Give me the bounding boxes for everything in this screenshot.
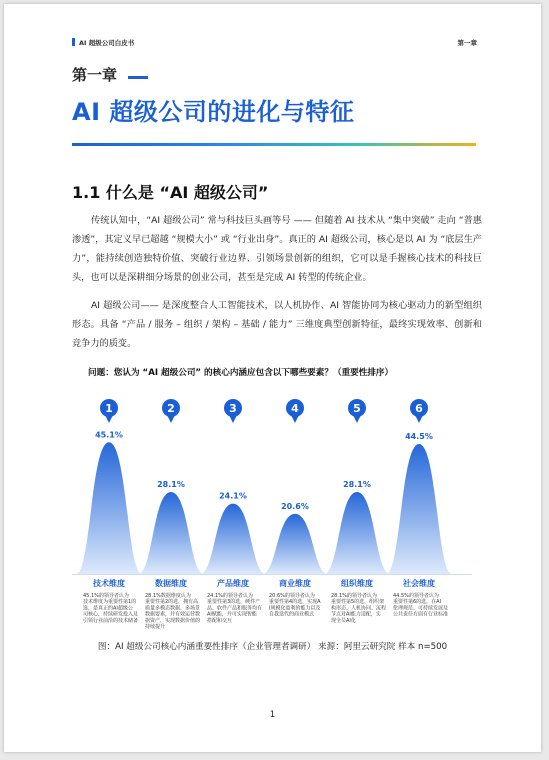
value-label: 44.5% — [405, 432, 433, 442]
bell-mark — [138, 492, 204, 574]
value-label: 45.1% — [95, 430, 123, 440]
category-label: 产品维度 — [217, 579, 249, 588]
rank-number: 5 — [353, 402, 361, 415]
section-title: 1.1 什么是 “AI 超级公司” — [72, 183, 269, 202]
bell-mark — [200, 504, 266, 574]
running-head-mark — [72, 38, 75, 46]
category-label: 商业维度 — [279, 579, 311, 588]
category-description: 28.1%的领导者认为重要性第5的选，组织架构形态、人机协同、流程节点对AI能力适配，实现全员AI化 — [331, 593, 387, 624]
body-paragraph: AI 超级公司—— 是深度整合人工智能技术，以人机协作、AI 智能协同为核心驱动力的新型组织形态。具备 “产品 / 服务 – 组织 / 架构 – 基础 / 能力” 三维度典型创新特征，最终实现效率、创新和竞争力的质变。 — [72, 300, 482, 349]
bell-mark — [76, 442, 142, 574]
category-description: 45.1%的领导者认为技术维度为重要性第1的选，是真正的AI超级公司核心，持续研发投入及引领行业前沿的技术储备 — [83, 593, 139, 624]
category-description: 44.5%的领导者认为重要性第6的选，在AI 伦理规范、可持续发展及公共责任方面有行业标准 — [393, 593, 449, 618]
bell-mark — [262, 514, 328, 574]
running-head — [72, 38, 134, 47]
bell-mark — [386, 444, 452, 574]
figure-caption: 图：AI 超级公司核心内涵重要性排序（企业管理者调研） 来源：阿里云研究院 样本 n=500 — [97, 642, 448, 652]
category-description: 24.1%的领导者认为重要性第3的选，硬件产品、软件产品和服务均有 AI赋能，并可实现智能搭配和交互 — [207, 593, 263, 624]
value-label: 28.1% — [157, 479, 185, 489]
value-label: 28.1% — [343, 479, 371, 489]
category-label: 数据维度 — [155, 579, 187, 588]
gradient-divider — [72, 143, 476, 146]
chapter-title: AI 超级公司的进化与特征 — [72, 98, 355, 126]
chapter-dash — [128, 76, 148, 79]
category-description: 28.1%数据维度认为重要性第2的选，拥有高质量多模态数据、多场景数据要素，并有效运营数据资产，实现数据价值的持续提升 — [145, 593, 201, 630]
category-label: 社会维度 — [403, 579, 435, 588]
running-head-text: AI 超级公司白皮书 — [79, 39, 135, 47]
rank-number: 1 — [105, 402, 113, 415]
category-description: 20.6%的领导者认为重要性第4的选，实现A I规模化盈利的能力以及自我迭代的商业模式 — [269, 593, 321, 618]
value-label: 20.6% — [281, 501, 309, 511]
category-label: 组织维度 — [341, 579, 373, 588]
bell-mark — [324, 492, 390, 574]
page-number: 1 — [269, 710, 276, 720]
rank-number: 4 — [291, 402, 299, 415]
category-label: 技术维度 — [93, 579, 125, 588]
chart-title: 问题：您认为 “AI 超级公司” 的核心内涵应包含以下哪些要素？（重要性排序） — [88, 368, 394, 378]
rank-number: 3 — [229, 402, 237, 415]
importance-bell-chart — [72, 388, 472, 636]
value-label: 24.1% — [219, 491, 247, 501]
running-chapter: 第一章 — [457, 39, 477, 47]
rank-number: 6 — [415, 402, 423, 415]
chapter-label: 第一章 — [72, 66, 118, 84]
body-paragraph: 传统认知中，“AI 超级公司” 常与科技巨头画等号 —— 但随着 AI 技术从 “集中突破” 走向 “普惠渗透”，其定义早已超越 “规模大小” 或 “行业出身”。真正的 AI 超级公司，核心是以 AI 为 “底层生产力”，能持续创造独特价值、突破行业边界、引领场景创新的组织，它可以是手握核心技术的科技巨头，也可以是深耕细分场景的创业公司，甚至是完成 AI 转型的传统企业。 — [72, 215, 482, 283]
document-page — [4, 4, 541, 752]
rank-number: 2 — [167, 402, 175, 415]
